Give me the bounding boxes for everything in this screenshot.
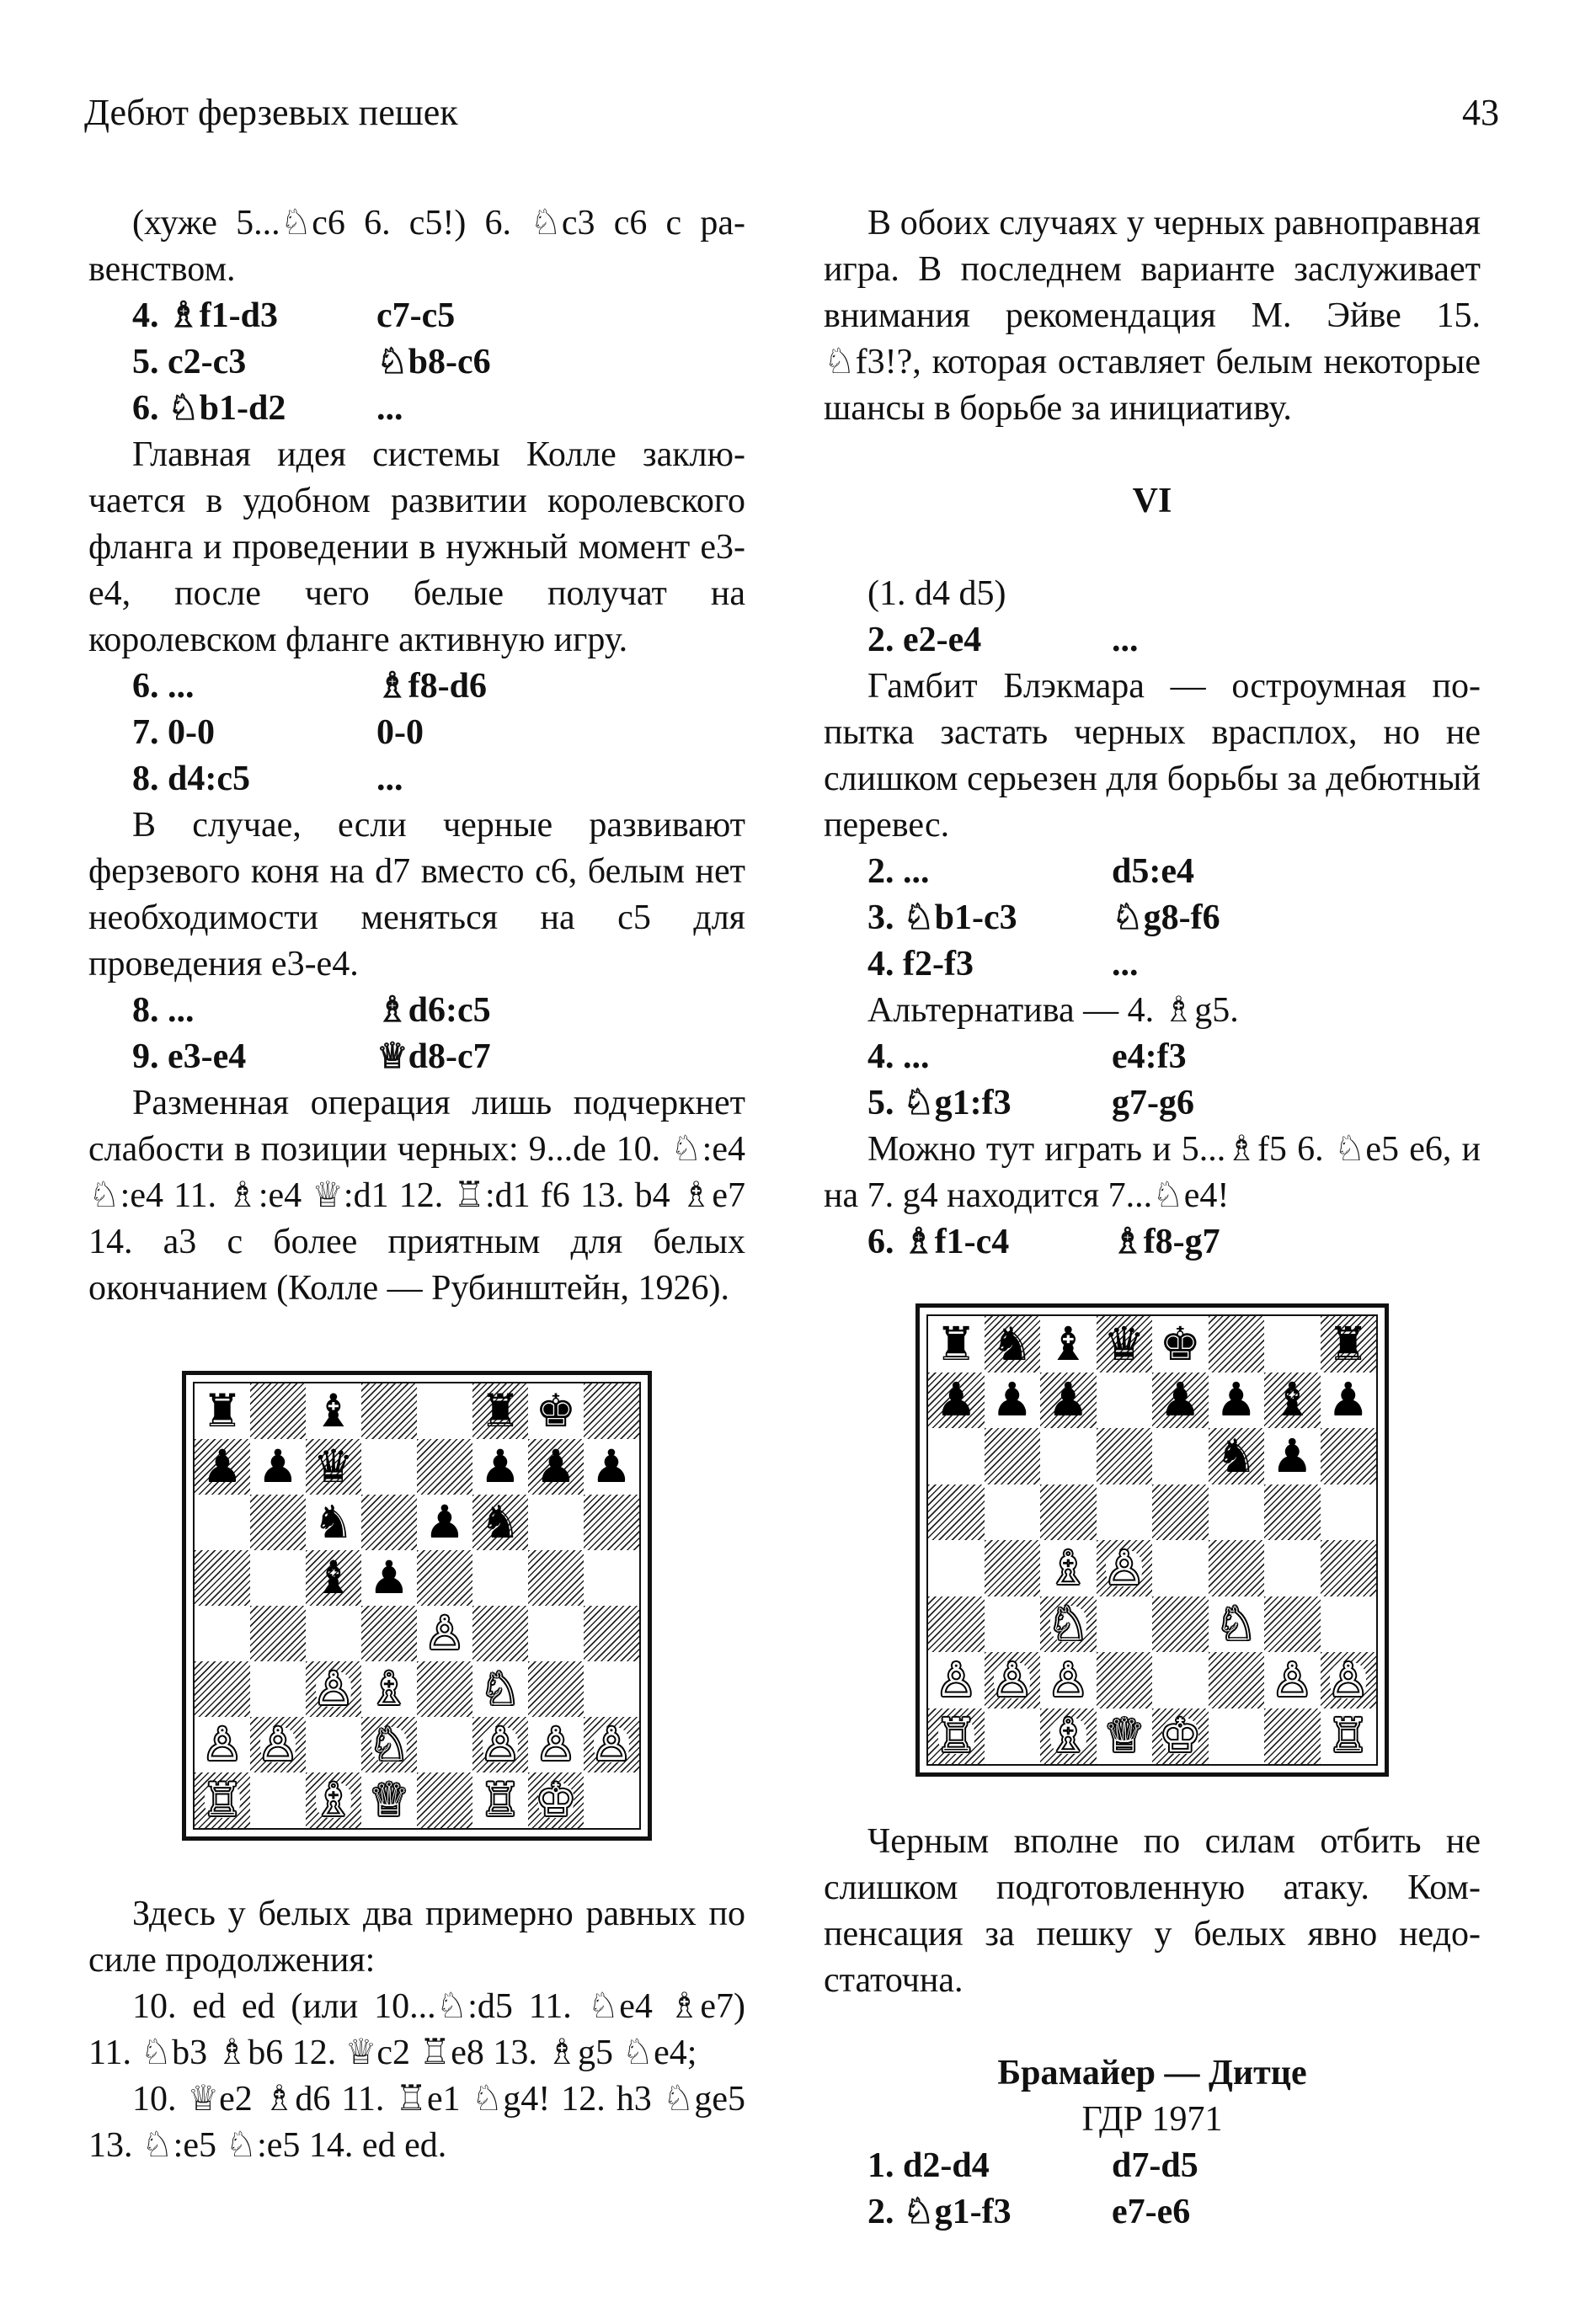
move-list [88, 293, 745, 432]
black-rook-icon: ♜ [1327, 1316, 1369, 1371]
white-move: 3. ♘b1-c3 [867, 898, 1017, 937]
white-bishop-icon: ♗ [368, 1662, 410, 1715]
board-square [528, 1606, 584, 1661]
white-rook-icon: ♖ [1327, 1708, 1369, 1763]
board-square [361, 1717, 417, 1772]
move-row [824, 941, 1481, 988]
board-square [417, 1383, 472, 1439]
chess-board-grid [926, 1314, 1378, 1766]
board-square [928, 1708, 985, 1765]
board-square [1152, 1484, 1209, 1541]
board-square [1264, 1428, 1321, 1484]
board-square [1321, 1484, 1377, 1541]
black-pawn-icon: ♟ [1327, 1373, 1369, 1427]
board-square [1321, 1652, 1377, 1708]
board-square [1097, 1540, 1153, 1596]
board-square [1321, 1596, 1377, 1653]
black-king-icon: ♚ [535, 1384, 577, 1437]
board-square [985, 1484, 1041, 1541]
board-square [195, 1439, 250, 1495]
board-square [584, 1717, 639, 1772]
black-pawn-icon: ♟ [1159, 1373, 1201, 1427]
board-square [417, 1606, 472, 1661]
board-square [1209, 1652, 1265, 1708]
board-square [1264, 1540, 1321, 1596]
paragraph: В случае, если черные развивают ферзевого коня на d7 вместо c6, белым нет необходимости меняться на c5 для проведения e3-e4. [88, 806, 745, 983]
board-square [306, 1661, 361, 1717]
white-move: 5. c2-c3 [132, 343, 247, 381]
black-rook-icon: ♜ [201, 1384, 243, 1437]
chapter-title: Дебют ферзевых пешек [84, 92, 458, 133]
board-square [250, 1383, 306, 1439]
board-square [417, 1717, 472, 1772]
board-square [928, 1428, 985, 1484]
board-square [250, 1439, 306, 1495]
black-move: ... [376, 389, 403, 428]
board-square [928, 1484, 985, 1541]
board-square [306, 1606, 361, 1661]
board-square [1152, 1540, 1209, 1596]
white-rook-icon: ♖ [935, 1708, 977, 1763]
board-square [472, 1550, 528, 1606]
move-row [824, 849, 1481, 895]
white-move: 8. d4:c5 [132, 760, 250, 798]
board-square [195, 1661, 250, 1717]
board-square [928, 1652, 985, 1708]
move-list [824, 2143, 1481, 2236]
board-square [528, 1717, 584, 1772]
board-square [361, 1772, 417, 1828]
board-square [928, 1540, 985, 1596]
black-pawn-icon: ♟ [1215, 1373, 1257, 1427]
black-pawn-icon: ♟ [257, 1440, 299, 1493]
white-move: 9. e3-e4 [132, 1037, 247, 1076]
move-row [824, 1080, 1481, 1127]
black-move: ♗f8-g7 [1112, 1223, 1220, 1261]
white-move: 6. ... [132, 667, 195, 706]
board-square [1264, 1652, 1321, 1708]
board-square [1321, 1428, 1377, 1484]
board-square [361, 1550, 417, 1606]
board-square [306, 1439, 361, 1495]
board-square [528, 1495, 584, 1550]
white-knight-icon: ♘ [1215, 1596, 1257, 1651]
board-square [1152, 1428, 1209, 1484]
white-pawn-icon: ♙ [935, 1652, 977, 1707]
black-move: ♘b8-c6 [376, 343, 491, 381]
move-list [824, 617, 1481, 664]
board-square [1321, 1708, 1377, 1765]
black-pawn-icon: ♟ [424, 1495, 466, 1548]
board-square [195, 1717, 250, 1772]
board-square [417, 1439, 472, 1495]
black-pawn-icon: ♟ [935, 1373, 977, 1427]
board-square [250, 1661, 306, 1717]
board-square [985, 1596, 1041, 1653]
white-move: 2. ♘g1-f3 [867, 2193, 1012, 2231]
chess-board-grid [193, 1382, 641, 1830]
move-row [824, 895, 1481, 941]
board-square [1152, 1708, 1209, 1765]
board-square [928, 1596, 985, 1653]
board-square [195, 1550, 250, 1606]
board-square [1097, 1373, 1153, 1429]
black-move: 0-0 [376, 713, 424, 752]
move-row [88, 988, 745, 1034]
black-move: d7-d5 [1112, 2146, 1198, 2185]
board-square [1097, 1316, 1153, 1373]
paragraph: Главная идея системы Колле заключается в удобном развитии королевского фланга и проведении в нужный момент e3-e4, после чего белые получат на королевском фланге активную игру. [88, 435, 745, 659]
board-square [472, 1439, 528, 1495]
chess-diagram-wrap [824, 1303, 1481, 1777]
board-square [361, 1383, 417, 1439]
board-square [195, 1383, 250, 1439]
board-square [361, 1439, 417, 1495]
white-move: 6. ♘b1-d2 [132, 389, 286, 428]
white-queen-icon: ♕ [1103, 1708, 1145, 1763]
board-square [250, 1550, 306, 1606]
white-knight-icon: ♘ [368, 1718, 410, 1771]
move-row [88, 1034, 745, 1080]
game-place: ГДР 1971 [1081, 2100, 1223, 2139]
move-list [88, 988, 745, 1080]
board-square [1209, 1373, 1265, 1429]
white-rook-icon: ♖ [201, 1773, 243, 1826]
paragraph: Разменная операция лишь подчеркнет слабости в позиции черных: 9...de 10. ♘:e4 ♘:e4 11. ♗:e4 ♕:d1 12. ♖:d1 f6 13. b4 ♗e7 14. a3 с более приятным для белых окончанием (Колле — Рубинштейн, 1926). [88, 1084, 745, 1308]
black-move: ♕d8-c7 [376, 1037, 491, 1076]
board-square [250, 1495, 306, 1550]
board-square [195, 1495, 250, 1550]
board-square [1209, 1596, 1265, 1653]
black-move: g7-g6 [1112, 1084, 1194, 1122]
board-square [1040, 1596, 1097, 1653]
board-square [250, 1606, 306, 1661]
white-pawn-icon: ♙ [590, 1718, 633, 1771]
board-square [528, 1772, 584, 1828]
board-square [195, 1606, 250, 1661]
black-bishop-icon: ♝ [312, 1551, 355, 1604]
board-square [584, 1495, 639, 1550]
white-move: 5. ♘g1:f3 [867, 1084, 1012, 1122]
board-square [584, 1439, 639, 1495]
board-square [1209, 1708, 1265, 1765]
board-square [361, 1661, 417, 1717]
board-square [1264, 1596, 1321, 1653]
paragraph: Черным вполне по силам отбить не слишком подготовленную атаку. Компенсация за пешку у белых явно недостаточна. [824, 1822, 1481, 2000]
board-square [250, 1717, 306, 1772]
white-bishop-icon: ♗ [312, 1773, 355, 1826]
black-rook-icon: ♜ [935, 1316, 977, 1371]
white-move: 7. 0-0 [132, 713, 215, 752]
black-knight-icon: ♞ [1215, 1428, 1257, 1483]
black-knight-icon: ♞ [991, 1316, 1033, 1371]
white-move: 2. ... [867, 852, 930, 891]
board-square [1209, 1316, 1265, 1373]
board-square [1209, 1484, 1265, 1541]
board-square [417, 1495, 472, 1550]
paragraph: (1. d4 d5) [867, 574, 1006, 613]
board-square [1152, 1652, 1209, 1708]
black-move: ... [376, 760, 403, 798]
white-pawn-icon: ♙ [1047, 1652, 1089, 1707]
paragraph: Можно тут играть и 5...♗f5 6. ♘e5 e6, и на 7. g4 находится 7...♘e4! [824, 1130, 1481, 1215]
board-square [985, 1373, 1041, 1429]
board-square [1209, 1540, 1265, 1596]
board-square [1264, 1316, 1321, 1373]
board-square [306, 1550, 361, 1606]
board-square [1264, 1708, 1321, 1765]
black-move: ... [1112, 621, 1139, 659]
white-pawn-icon: ♙ [1271, 1652, 1313, 1707]
black-pawn-icon: ♟ [1047, 1373, 1089, 1427]
board-square [1040, 1540, 1097, 1596]
white-pawn-icon: ♙ [1327, 1652, 1369, 1707]
board-square [1321, 1373, 1377, 1429]
board-square [1264, 1373, 1321, 1429]
board-square [528, 1383, 584, 1439]
board-square [1152, 1373, 1209, 1429]
white-move: 4. f2-f3 [867, 945, 974, 983]
paragraph: Гамбит Блэкмара — остроумная попытка застать черных врасплох, но не слишком серьезен для борьбы за дебютный перевес. [824, 667, 1481, 845]
paragraph: Здесь у белых два примерно равных по силе продолжения: [88, 1895, 745, 1980]
board-square [985, 1652, 1041, 1708]
black-bishop-icon: ♝ [312, 1384, 355, 1437]
black-pawn-icon: ♟ [535, 1440, 577, 1493]
move-row [824, 617, 1481, 664]
left-column [88, 200, 745, 2169]
board-square [472, 1717, 528, 1772]
move-list [824, 849, 1481, 988]
black-rook-icon: ♜ [479, 1384, 521, 1437]
board-square [985, 1708, 1041, 1765]
board-square [361, 1606, 417, 1661]
black-king-icon: ♚ [1159, 1316, 1201, 1371]
board-square [1097, 1484, 1153, 1541]
board-square [306, 1383, 361, 1439]
move-row [88, 293, 745, 339]
board-square [1152, 1316, 1209, 1373]
move-row [88, 386, 745, 432]
board-square [584, 1550, 639, 1606]
white-king-icon: ♔ [1159, 1708, 1201, 1763]
board-square [985, 1316, 1041, 1373]
black-pawn-icon: ♟ [479, 1440, 521, 1493]
white-bishop-icon: ♗ [1047, 1708, 1089, 1763]
black-move: ♗d6:c5 [376, 991, 491, 1030]
board-square [306, 1717, 361, 1772]
black-pawn-icon: ♟ [201, 1440, 243, 1493]
black-bishop-icon: ♝ [1047, 1316, 1089, 1371]
board-square [985, 1540, 1041, 1596]
move-row [88, 756, 745, 802]
board-square [528, 1661, 584, 1717]
board-square [584, 1661, 639, 1717]
white-pawn-icon: ♙ [535, 1718, 577, 1771]
white-pawn-icon: ♙ [991, 1652, 1033, 1707]
paragraph: Альтернатива — 4. ♗g5. [867, 991, 1239, 1030]
board-square [1097, 1652, 1153, 1708]
board-square [361, 1495, 417, 1550]
black-move: ♘g8-f6 [1112, 898, 1220, 937]
paragraph: (хуже 5...♘c6 6. c5!) 6. ♘c3 c6 с равенством. [88, 204, 745, 289]
board-square [472, 1772, 528, 1828]
board-square [1209, 1428, 1265, 1484]
black-knight-icon: ♞ [312, 1495, 355, 1548]
white-move: 1. d2-d4 [867, 2146, 990, 2185]
board-square [528, 1439, 584, 1495]
black-move: d5:e4 [1112, 852, 1194, 891]
black-pawn-icon: ♟ [590, 1440, 633, 1493]
black-move: e7-e6 [1112, 2193, 1191, 2231]
board-square [1040, 1316, 1097, 1373]
black-move: e4:f3 [1112, 1037, 1187, 1076]
black-queen-icon: ♛ [1103, 1316, 1145, 1371]
board-square [1040, 1652, 1097, 1708]
move-list [824, 1219, 1481, 1266]
board-square [417, 1772, 472, 1828]
paragraph: В обоих случаях у черных равноправная игра. В последнем варианте заслуживает внимания рекомендация М. Эйве 15. ♘f3!?, которая оставляет белым некоторые шансы в борьбе за инициативу. [824, 204, 1481, 428]
white-queen-icon: ♕ [368, 1773, 410, 1826]
board-square [250, 1772, 306, 1828]
game-title: Брамайер — Дитце [997, 2054, 1307, 2092]
board-square [1040, 1428, 1097, 1484]
board-square [1152, 1596, 1209, 1653]
board-square [1040, 1373, 1097, 1429]
white-king-icon: ♔ [535, 1773, 577, 1826]
board-square [1040, 1708, 1097, 1765]
board-square [985, 1428, 1041, 1484]
move-row [88, 710, 745, 756]
move-row [824, 1219, 1481, 1266]
paragraph: 10. ♕e2 ♗d6 11. ♖e1 ♘g4! 12. h3 ♘ge5 13. ♘:e5 ♘:e5 14. ed ed. [88, 2080, 745, 2165]
board-square [472, 1661, 528, 1717]
black-move: ♗f8-d6 [376, 667, 487, 706]
white-knight-icon: ♘ [1047, 1596, 1089, 1651]
board-square [1321, 1316, 1377, 1373]
black-queen-icon: ♛ [312, 1440, 355, 1493]
white-move: 8. ... [132, 991, 195, 1030]
board-square [472, 1495, 528, 1550]
black-bishop-icon: ♝ [1271, 1373, 1313, 1427]
board-square [1040, 1484, 1097, 1541]
white-pawn-icon: ♙ [479, 1718, 521, 1771]
move-row [824, 1034, 1481, 1080]
move-row [88, 664, 745, 710]
board-square [417, 1550, 472, 1606]
white-pawn-icon: ♙ [257, 1718, 299, 1771]
white-pawn-icon: ♙ [1103, 1540, 1145, 1595]
white-pawn-icon: ♙ [424, 1607, 466, 1660]
move-list [824, 1034, 1481, 1127]
board-square [1097, 1708, 1153, 1765]
chess-diagram-wrap [88, 1371, 745, 1841]
black-pawn-icon: ♟ [368, 1551, 410, 1604]
board-square [306, 1495, 361, 1550]
board-square [417, 1661, 472, 1717]
black-move: ... [1112, 945, 1139, 983]
move-list [88, 664, 745, 802]
white-rook-icon: ♖ [479, 1773, 521, 1826]
board-square [195, 1772, 250, 1828]
running-header [84, 91, 1499, 141]
board-square [472, 1606, 528, 1661]
board-square [928, 1373, 985, 1429]
move-row [824, 2143, 1481, 2189]
white-move: 4. ... [867, 1037, 930, 1076]
board-square [584, 1606, 639, 1661]
white-pawn-icon: ♙ [201, 1718, 243, 1771]
white-move: 2. e2-e4 [867, 621, 982, 659]
white-move: 6. ♗f1-c4 [867, 1223, 1010, 1261]
white-pawn-icon: ♙ [312, 1662, 355, 1715]
board-square [528, 1550, 584, 1606]
black-knight-icon: ♞ [479, 1495, 521, 1548]
board-square [1321, 1540, 1377, 1596]
board-square [584, 1383, 639, 1439]
board-square [306, 1772, 361, 1828]
page-number: 43 [1462, 92, 1499, 133]
chess-diagram [182, 1371, 652, 1841]
board-square [1097, 1596, 1153, 1653]
board-square [472, 1383, 528, 1439]
move-row [824, 2189, 1481, 2236]
black-move: c7-c5 [376, 296, 456, 335]
white-move: 4. ♗f1-d3 [132, 296, 278, 335]
paragraph: 10. ed ed (или 10...♘:d5 11. ♘e4 ♗e7) 11. ♘b3 ♗b6 12. ♕c2 ♖e8 13. ♗g5 ♘e4; [88, 1987, 745, 2072]
white-bishop-icon: ♗ [1047, 1540, 1089, 1595]
white-knight-icon: ♘ [479, 1662, 521, 1715]
board-square [928, 1316, 985, 1373]
move-row [88, 339, 745, 386]
board-square [1097, 1428, 1153, 1484]
chess-diagram [915, 1303, 1389, 1777]
board-square [584, 1772, 639, 1828]
board-square [1264, 1484, 1321, 1541]
black-pawn-icon: ♟ [991, 1373, 1033, 1427]
section-heading: VI [1132, 482, 1172, 520]
black-pawn-icon: ♟ [1271, 1428, 1313, 1483]
right-column [824, 200, 1481, 2236]
